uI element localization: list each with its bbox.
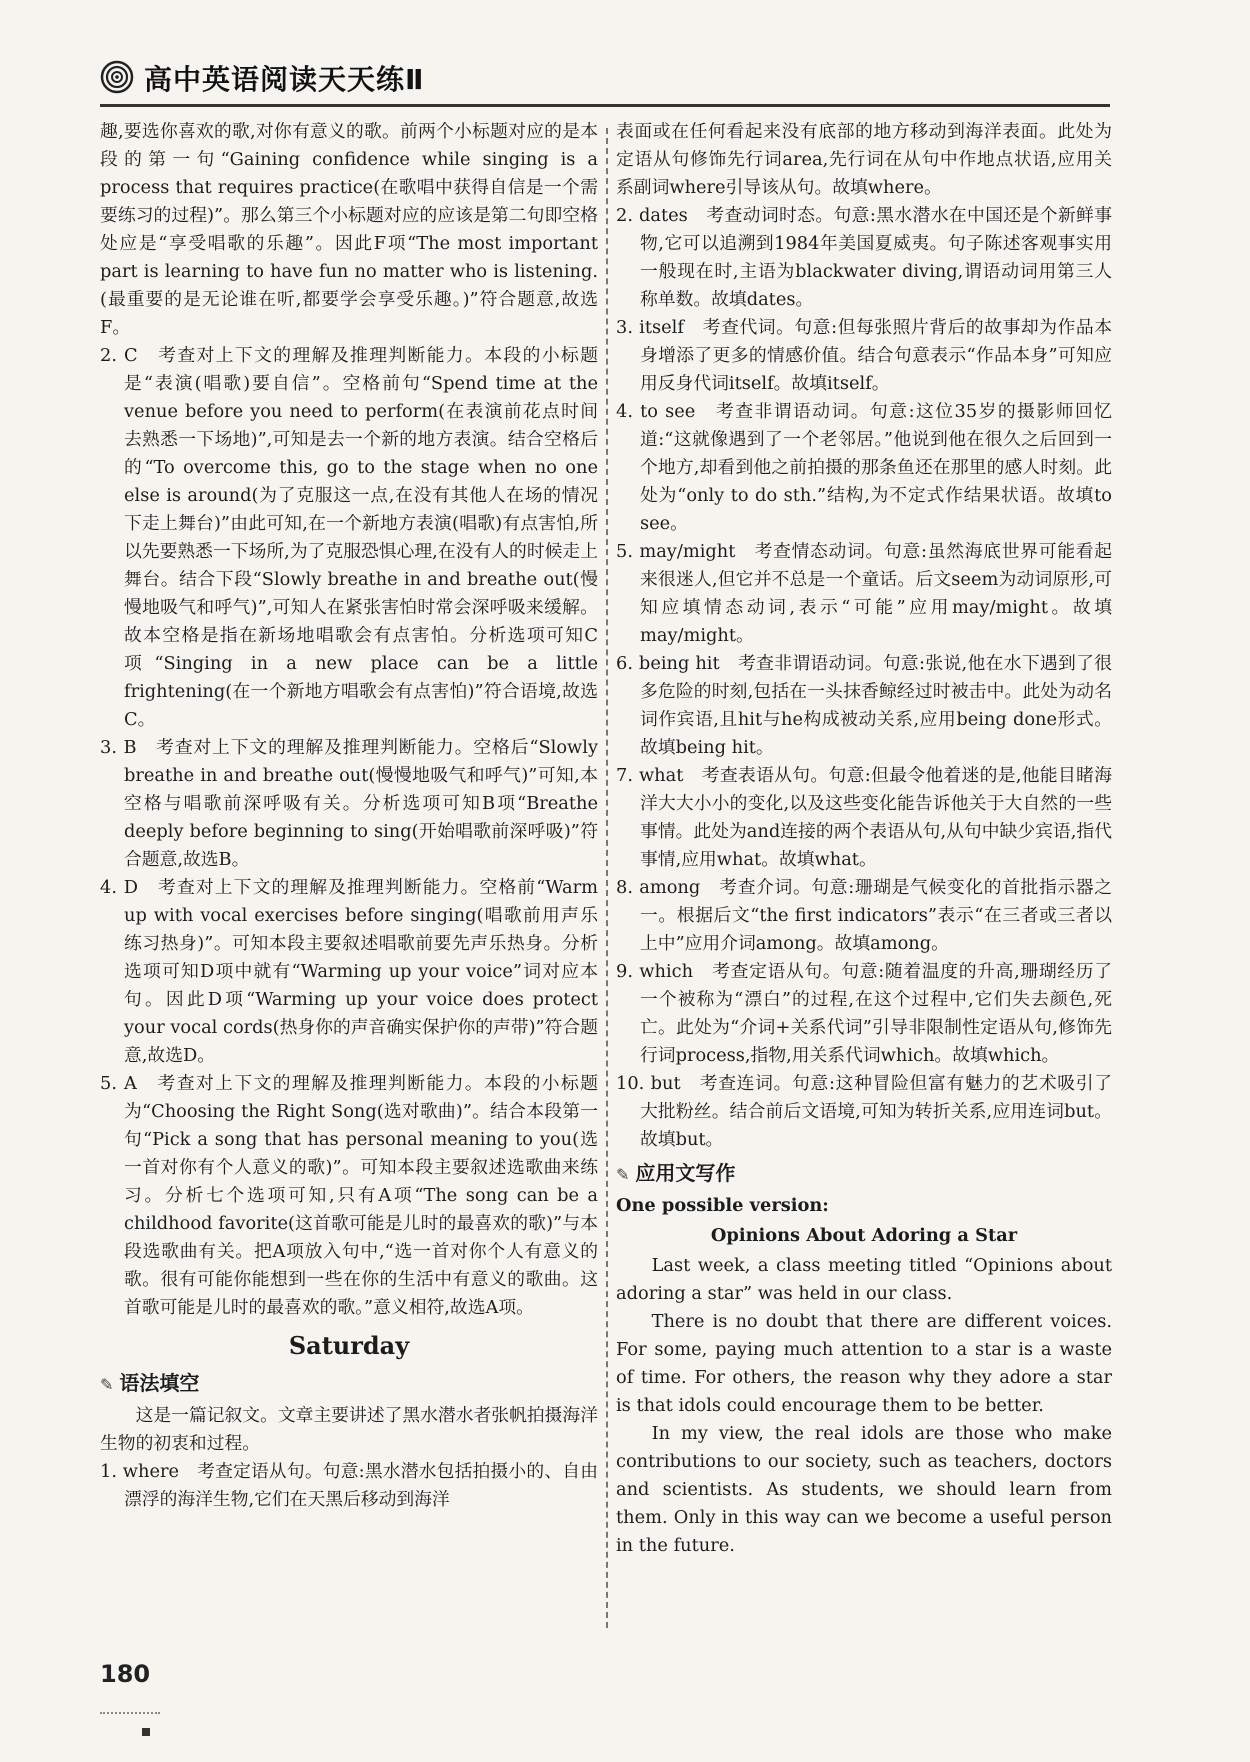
grammar-item-7: 7. what 考查表语从句。句意:但最令他着迷的是,他能目睹海洋大大小小的变化,以及这些变化能告诉他关于大自然的一些事情。此处为and连接的两个表语从句,从句中缺少宾语,指代事情,应用what。故填what。 bbox=[616, 765, 1112, 870]
answer-item-2: 2. C 考查对上下文的理解及推理判断能力。本段的小标题是“表演(唱歌)要自信”。空格前句“Spend time at the venue before you need to perform(在表演前花点时间去熟悉一下场地)”,可知是去一个新的地方表演。结合空格后的“To overcome this, go to the stage when no one else is around(为了克服这一点,在没有其他人在场的情况下走上舞台)”由此可知,在一个新地方表演(唱歌)有点害怕,所以先要熟悉一下场所,为了克服恐惧心理,在没有人的时候走上舞台。结合下段“Slowly breathe in and breathe out(慢慢地吸气和呼气)”,可知人在紧张害怕时常会深呼吸来缓解。故本空格是指在新场地唱歌会有点害怕。分析选项可知C项“Singing in a new place can be a little frightening(在一个新地方唱歌会有点害怕)”符合语境,故选C。 bbox=[100, 345, 598, 730]
answer-item-5: 5. A 考查对上下文的理解及推理判断能力。本段的小标题为“Choosing the Right Song(选对歌曲)”。结合本段第一句“Pick a song that has personal meaning to you(选一首对你有个人意义的歌)”。可知本段主要叙述选歌曲来练习。分析七个选项可知,只有A项“The song can be a childhood favorite(这首歌可能是儿时的最喜欢的歌)”与本段选歌曲有关。把A项放入句中,“选一首对你个人有意义的歌。很有可能你能想到一些在你的生活中有意义的歌曲。这首歌可能是儿时的最喜欢的歌。”意义相符,故选A项。 bbox=[100, 1073, 598, 1318]
writing-heading-label: 应用文写作 bbox=[635, 1161, 736, 1185]
grammar-item-6: 6. being hit 考查非谓语动词。句意:张说,他在水下遇到了很多危险的时刻,包括在一头抹香鲸经过时被击中。此处为动名词作宾语,且hit与he构成被动关系,应用being done形式。故填being hit。 bbox=[616, 653, 1112, 758]
grammar-item-1: 1. where 考查定语从句。句意:黑水潜水包括拍摄小的、自由漂浮的海洋生物,它们在天黑后移动到海洋 bbox=[100, 1461, 598, 1510]
grammar-item-1-cont: 表面或在任何看起来没有底部的地方移动到海洋表面。此处为定语从句修饰先行词area,先行词在从句中作地点状语,应用关系副词where引导该从句。故填where。 bbox=[616, 121, 1112, 198]
version-label: One possible version: bbox=[616, 1195, 829, 1216]
spiral-logo-icon bbox=[100, 60, 134, 94]
grammar-intro: 这是一篇记叙文。文章主要讲述了黑水潜水者张帆拍摄海洋生物的初衷和过程。 bbox=[100, 1405, 598, 1454]
grammar-section-heading bbox=[100, 1368, 598, 1400]
answer-explanation-1-cont: 趣,要选你喜欢的歌,对你有意义的歌。前两个小标题对应的是本段的第一句“Gaining confidence while singing is a process that requires practice(在歌唱中获得自信是一个需要练习的过程)”。那么第三个小标题对应的应该是第二句即空格处应是“享受唱歌的乐趣”。因此F项“The most important part is learning to have fun no matter who is listening.(最重要的是无论谁在听,都要学会享受乐趣。)”符合题意,故选F。 bbox=[100, 121, 598, 338]
grammar-item-10: 10. but 考查连词。句意:这种冒险但富有魅力的艺术吸引了大批粉丝。结合前后文语境,可知为转折关系,应用连词but。故填but。 bbox=[616, 1073, 1112, 1150]
grammar-heading-label: 语法填空 bbox=[119, 1371, 200, 1395]
grammar-item-2: 2. dates 考查动词时态。句意:黑水潜水在中国还是个新鲜事物,它可以追溯到1984年美国夏威夷。句子陈述客观事实用一般现在时,主语为blackwater diving,谓语动词用第三人称单数。故填dates。 bbox=[616, 205, 1112, 310]
day-title: Saturday bbox=[288, 1331, 410, 1360]
writing-section-heading bbox=[616, 1158, 1112, 1190]
column-divider bbox=[606, 128, 608, 1628]
essay-paragraph-1: Last week, a class meeting titled “Opinions about adoring a star” was held in our class. bbox=[616, 1255, 1112, 1304]
pen-icon: ✎ bbox=[616, 1165, 630, 1184]
grammar-item-9: 9. which 考查定语从句。句意:随着温度的升高,珊瑚经历了一个被称为“漂白”的过程,在这个过程中,它们失去颜色,死亡。此处为“介词+关系代词”引导非限制性定语从句,修饰先行词process,指物,用关系代词which。故填which。 bbox=[616, 961, 1112, 1066]
page-number: 180 bbox=[100, 1660, 151, 1688]
grammar-item-3: 3. itself 考查代词。句意:但每张照片背后的故事却为作品本身增添了更多的情感价值。结合句意表示“作品本身”可知应用反身代词itself。故填itself。 bbox=[616, 317, 1112, 394]
essay-paragraph-3: In my view, the real idols are those who make contributions to our society, such as teachers, doctors and scientists. As students, we should learn from them. Only in this way can we become a useful person in the future. bbox=[616, 1423, 1112, 1556]
answer-item-4: 4. D 考查对上下文的理解及推理判断能力。空格前“Warm up with vocal exercises before singing(唱歌前用声乐练习热身)”。可知本段主要叙述唱歌前要先声乐热身。分析选项可知D项中就有“Warming up your voice”词对应本句。因此D项“Warming up your voice does protect your vocal cords(热身你的声音确实保护你的声带)”符合题意,故选D。 bbox=[100, 877, 598, 1066]
right-column bbox=[616, 118, 1112, 1560]
left-column bbox=[100, 118, 598, 1514]
essay-title: Opinions About Adoring a Star bbox=[710, 1225, 1018, 1246]
pen-icon: ✎ bbox=[100, 1375, 114, 1394]
footer-divider bbox=[100, 1712, 160, 1714]
grammar-item-8: 8. among 考查介词。句意:珊瑚是气候变化的首批指示器之一。根据后文“the first indicators”表示“在三者或三者以上中”应用介词among。故填among。 bbox=[616, 877, 1112, 954]
footer-square-mark bbox=[142, 1728, 150, 1736]
page-header bbox=[100, 58, 1110, 107]
grammar-item-4: 4. to see 考查非谓语动词。句意:这位35岁的摄影师回忆道:“这就像遇到了一个老邻居。”他说到他在很久之后回到一个地方,却看到他之前拍摄的那条鱼还在那里的感人时刻。此处为“only to do sth.”结构,为不定式作结果状语。故填to see。 bbox=[616, 401, 1112, 534]
answer-item-3: 3. B 考查对上下文的理解及推理判断能力。空格后“Slowly breathe in and breathe out(慢慢地吸气和呼气)”可知,本空格与唱歌前深呼吸有关。分析选项可知B项“Breathe deeply before beginning to sing(开始唱歌前深呼吸)”符合题意,故选B。 bbox=[100, 737, 598, 870]
book-title: 高中英语阅读天天练Ⅱ bbox=[144, 63, 425, 96]
essay-paragraph-2: There is no doubt that there are different voices. For some, paying much attention to a star is a waste of time. For others, the reason why they adore a star is that idols could encourage them to be better. bbox=[616, 1311, 1112, 1416]
grammar-item-5: 5. may/might 考查情态动词。句意:虽然海底世界可能看起来很迷人,但它并不总是一个童话。后文seem为动词原形,可知应填情态动词,表示“可能”应用may/might。故填may/might。 bbox=[616, 541, 1112, 646]
